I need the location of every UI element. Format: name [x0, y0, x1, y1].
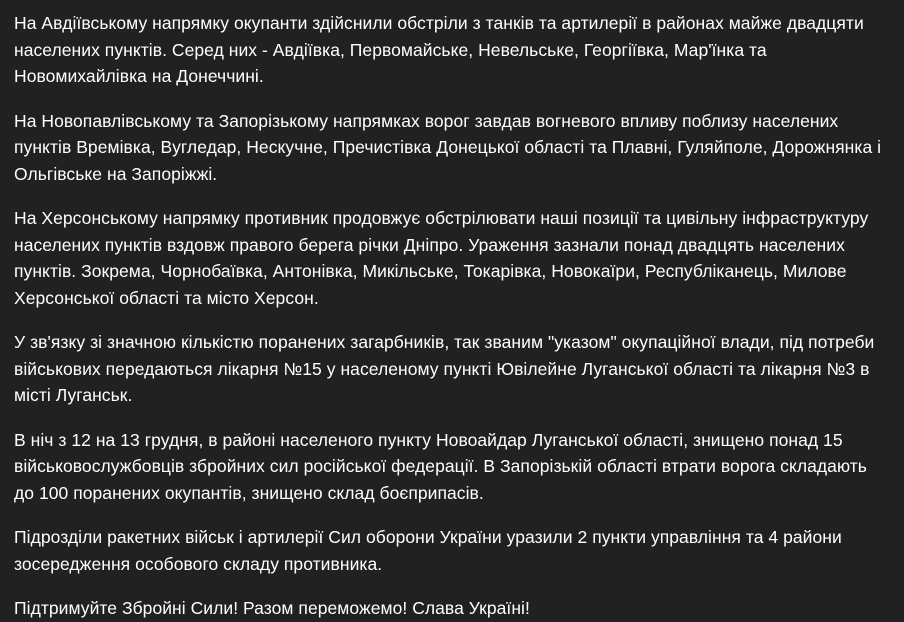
paragraph: На Авдіївському напрямку окупанти здійснили обстріли з танків та артилерії в районах майже двадцяти населених пунктів. Серед них - Авдіївка, Первомайське, Невельське, Георгіївка, Мар'їнка та Новомихайлівка на Донеччині.: [14, 13, 864, 86]
paragraph: На Херсонському напрямку противник продовжує обстрілювати наші позиції та цивільну інфраструктуру населених пунктів вздовж правого берега річки Дніпро. Ураження зазнали понад двадцять населених пунктів. Зокрема, Чорнобаївка, Антонівка, Микільське, Токарівка, Новокаїри, Республіканець, Милове Херсонської області та місто Херсон.: [14, 208, 869, 308]
paragraph: В ніч з 12 на 13 грудня, в районі населеного пункту Новоайдар Луганської області, знищено понад 15 військовослужбовців збройних сил російської федерації. В Запорізькій області втрати ворога складають до 100 поранених окупантів, знищено склад боєприпасів.: [14, 429, 867, 503]
paragraph: На Новопавлівському та Запорізькому напрямках ворог завдав вогневого впливу поблизу населених пунктів Времівка, Вугледар, Нескучне, Пречистівка Донецької області та Плавні, Гуляйполе, Дорожнянка і Ольгівське на Запоріжжі.: [14, 110, 882, 184]
paragraph-closing: Підтримуйте Збройні Сили! Разом переможемо! Слава Україні!: [14, 598, 530, 618]
paragraph: Підрозділи ракетних військ і артилерії Сил оборони України уразили 2 пункти управління та 4 райони зосередження особового складу противника.: [14, 527, 842, 574]
paragraph: У зв'язку зі значною кількістю поранених загарбників, так званим "указом" окупаційної влади, під потреби військових передаються лікарня №15 у населеному пункті Ювілейне Луганської області та лікарня №3 в місті Луганськ.: [14, 332, 875, 405]
